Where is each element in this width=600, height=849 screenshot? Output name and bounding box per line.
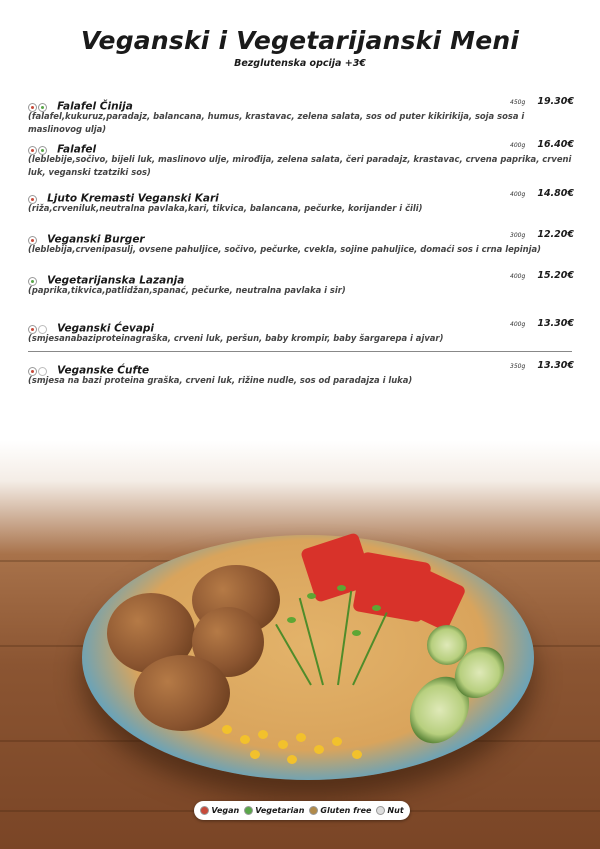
item-weight: 300g — [510, 232, 526, 239]
item-name: Veganski Burger — [47, 233, 145, 246]
gluten-free-icon — [309, 806, 318, 815]
nut-icon — [38, 325, 47, 334]
bowl — [82, 535, 534, 780]
legend-item-nut: Nut — [376, 806, 403, 815]
item-price: 16.40€ — [537, 139, 574, 150]
item-description: (smjesa na bazi proteina graška, crveni luk, rižine nudle, sos od paradajza i luka) — [28, 375, 413, 385]
nut-icon — [38, 367, 47, 376]
item-weight: 450g — [510, 99, 526, 106]
page-title: Veganski i Vegetarijanski Meni — [80, 26, 520, 55]
item-name: Vegetarijanska Lazanja — [47, 274, 185, 287]
menu-item — [28, 318, 574, 345]
item-description: (leblebije,sočivo, bijeli luk, maslinovo ulje, mirođija, zelena salata, čeri paradajz, krastavac, crvena paprika, crveni luk, veganski tzatziki sos) — [28, 154, 572, 177]
item-weight: 400g — [510, 142, 526, 149]
vegetarian-icon — [28, 277, 37, 286]
vegetarian-icon — [244, 806, 253, 815]
vegan-icon — [28, 325, 37, 334]
vegan-icon — [28, 195, 37, 204]
item-name: Falafel Činija — [57, 100, 133, 113]
item-description: (leblebija,crvenipasulj, ovsene pahuljice, sočivo, pečurke, cvekla, sojine pahuljice, domaći sos i crna lepinja) — [28, 244, 541, 254]
item-weight: 350g — [510, 363, 526, 370]
item-description: (paprika,tikvica,patlidžan,spanać, pečurke, neutralna pavlaka i sir) — [28, 285, 346, 295]
vegan-icon — [28, 146, 37, 155]
menu-item — [28, 360, 574, 387]
menu-item — [28, 188, 574, 215]
legend-item-vegetarian: Vegetarian — [244, 806, 304, 815]
item-name: Ljuto Kremasti Veganski Kari — [47, 192, 219, 205]
legend-item-gluten-free: Gluten free — [309, 806, 371, 815]
item-price: 13.30€ — [537, 360, 574, 371]
divider — [28, 351, 572, 352]
item-name: Veganske Ćufte — [57, 364, 150, 377]
item-name: Falafel — [57, 143, 97, 156]
vegetarian-icon — [38, 146, 47, 155]
item-price: 19.30€ — [537, 96, 574, 107]
food-photo — [0, 440, 600, 849]
vegan-icon — [200, 806, 209, 815]
vegan-icon — [28, 367, 37, 376]
item-weight: 400g — [510, 321, 526, 328]
vegan-icon — [28, 236, 37, 245]
item-weight: 400g — [510, 191, 526, 198]
item-name: Veganski Ćevapi — [57, 322, 155, 335]
item-description: (falafel,kukuruz,paradajz, balancana, humus, krastavac, zelena salata, sos od puter kikirikija, soja sosa i maslinovog ulja) — [28, 111, 525, 134]
item-price: 15.20€ — [537, 270, 574, 281]
item-price: 12.20€ — [537, 229, 574, 240]
page-subtitle: Bezglutenska opcija +3€ — [234, 58, 366, 69]
menu-item — [28, 229, 574, 256]
item-description: (smjesanabaziproteinagraška, crveni luk, peršun, baby krompir, baby šargarepa i ajvar) — [28, 333, 444, 343]
vegetarian-icon — [38, 103, 47, 112]
legend — [194, 801, 410, 820]
item-weight: 400g — [510, 273, 526, 280]
menu-item — [28, 96, 574, 135]
menu-item — [28, 270, 574, 297]
item-description: (riža,crveniluk,neutralna pavlaka,kari, tikvica, balancana, pečurke, korijander i čili) — [28, 203, 423, 213]
vegan-icon — [28, 103, 37, 112]
nut-icon — [376, 806, 385, 815]
legend-item-vegan: Vegan — [200, 806, 239, 815]
menu-item — [28, 139, 574, 178]
item-price: 14.80€ — [537, 188, 574, 199]
item-price: 13.30€ — [537, 318, 574, 329]
